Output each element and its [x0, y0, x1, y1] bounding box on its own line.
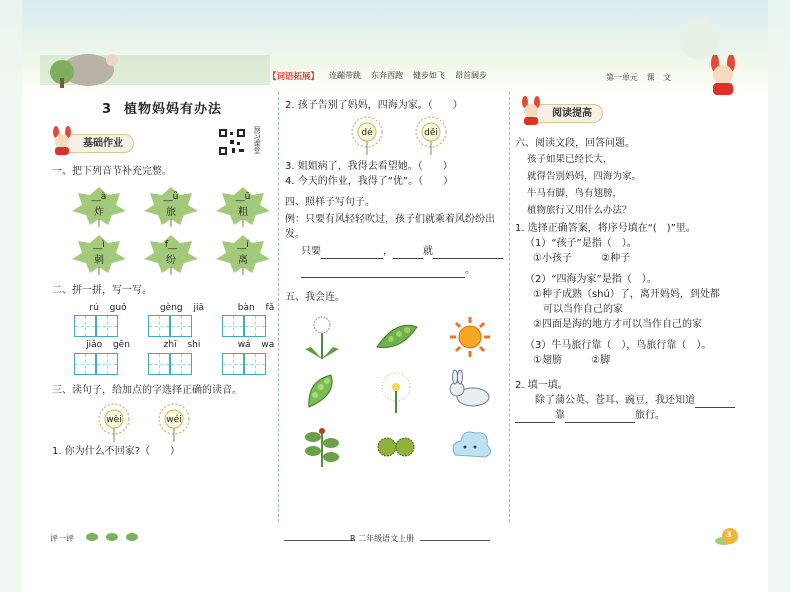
writing-grid	[74, 302, 275, 375]
dandelion-option	[94, 402, 134, 442]
grid-pinyin: jiǎo gēn	[86, 340, 130, 350]
grid-item	[148, 302, 216, 338]
section-tag-reading	[529, 104, 603, 123]
mascot-icon	[705, 55, 741, 95]
phrase: 昂首阔步	[455, 71, 488, 80]
q4-title: 四、照样子写句子。	[285, 197, 375, 208]
fill-text: 旅行。	[635, 410, 665, 422]
answer-blank[interactable]	[321, 248, 383, 259]
leaf-pinyin: __à	[91, 191, 107, 202]
q3-title: 三、读句子，给加点的字选择正确的读音。	[52, 384, 242, 396]
leaf-item	[68, 185, 130, 227]
column-divider	[509, 92, 510, 522]
page-number: 3	[726, 530, 732, 539]
option: ②四面是海的地方才可以当作自己的家	[533, 319, 702, 331]
reading-passage	[515, 151, 755, 219]
poem-line: 孩子如果已经长大，	[527, 154, 613, 165]
answer-blank[interactable]	[515, 412, 555, 423]
q1-title: 一、把下列音节补充完整。	[52, 165, 172, 177]
then-label: 就	[423, 246, 433, 257]
writing-box[interactable]	[244, 353, 266, 375]
fill-text: 靠	[555, 410, 565, 422]
rating-label: 评一评	[50, 534, 74, 543]
qr-code-icon[interactable]	[218, 128, 246, 156]
option: ①小孩子	[533, 253, 572, 265]
question-1c: （3）牛马旅行靠（ ），鸟旅行靠（ ）。	[525, 340, 712, 352]
dandelion-options	[94, 402, 272, 442]
leaf-item	[68, 233, 130, 275]
dandelion-seeds-icon[interactable]	[371, 369, 421, 413]
left-column	[52, 98, 275, 459]
writing-box[interactable]	[74, 353, 96, 375]
section-reading-label: 阅读提高	[552, 108, 592, 119]
sentence-2: 2. 孩子告别了妈妈，四海为家。（ ）	[285, 100, 463, 111]
leaf-item	[140, 185, 202, 227]
dandelion-plant-icon[interactable]	[297, 315, 347, 359]
leaf-item	[212, 185, 274, 227]
grid-pinyin: gèng jiā	[159, 302, 205, 313]
leaf-grid	[68, 185, 272, 275]
answer-blank[interactable]	[433, 248, 503, 259]
dandelion-option	[347, 115, 387, 155]
section-basic-label: 基础作业	[83, 137, 123, 149]
basic-header-row	[52, 126, 272, 158]
q2-title: 二、拼一拼，写一写。	[52, 284, 152, 296]
answer-blank[interactable]	[393, 248, 423, 259]
lesson-title	[52, 100, 272, 120]
grid-item	[222, 339, 290, 375]
options-1c	[515, 353, 755, 368]
poem-line: 牛马有脚，鸟有翅膀，	[527, 188, 623, 200]
writing-box[interactable]	[222, 353, 244, 375]
leaf-pinyin: __ǚ	[163, 191, 179, 202]
option: 可以当作自己的家	[533, 304, 623, 316]
leaf-hanzi: 旅	[166, 206, 176, 218]
qr-label: 预习课堂	[253, 125, 261, 154]
answer-blank[interactable]	[565, 412, 635, 423]
sentence-3: 3. 姐姐病了，我得去看望她。（ ）	[285, 161, 453, 172]
writing-box[interactable]	[74, 315, 96, 337]
grid-pinyin: zhī shi	[163, 340, 201, 350]
leaf-hanzi: 粗	[238, 206, 248, 218]
cloud-icon[interactable]	[445, 423, 495, 467]
mascot-icon	[49, 126, 75, 156]
writing-box[interactable]	[148, 315, 170, 337]
lesson-number: 3	[101, 102, 113, 117]
peas-icon[interactable]	[297, 369, 347, 413]
phrase: 东奔西跑	[371, 71, 404, 80]
writing-box[interactable]	[96, 353, 118, 375]
phrase: 连蹦带跳	[329, 71, 362, 80]
grid-pinyin: bàn fǎ	[237, 302, 275, 313]
dandelion-options	[347, 115, 505, 155]
leaf-pinyin: f__	[164, 239, 178, 250]
pinyin-option: wèi	[106, 414, 122, 425]
q4-answer-line: 只要 ， 就	[285, 244, 505, 259]
q4-example: 例：只要有风轻轻吹过，孩子们就乘着风纷纷出发。	[285, 214, 495, 240]
only-if-label: 只要	[301, 246, 321, 257]
sun-icon[interactable]	[445, 315, 495, 359]
option: ②脚	[591, 355, 611, 367]
poem-line: 植物旅行又用什么办法？	[527, 205, 632, 217]
section-tag-basic	[60, 134, 134, 153]
unit-label: 第一单元 课 文	[606, 73, 672, 82]
grid-item	[74, 339, 142, 375]
fill-text: 除了蒲公英、苍耳、豌豆，我还知道	[535, 395, 695, 407]
option: ①翅膀	[533, 355, 562, 367]
sentence-4: 4. 今天的作业，我得了“优”。（ ）	[285, 176, 454, 187]
book-label: R 二年级语文上册	[350, 534, 415, 543]
leaf-pinyin: __í	[237, 239, 249, 250]
pinyin-option: wéi	[166, 414, 182, 425]
writing-box[interactable]	[170, 353, 192, 375]
leaf-hanzi: 炸	[94, 206, 104, 218]
leaf-item	[212, 233, 274, 275]
poem-line: 就得告别妈妈，四海为家。	[527, 171, 642, 183]
q6-title: 六、阅读文段，回答问题。	[515, 138, 635, 149]
writing-box[interactable]	[148, 353, 170, 375]
grid-pinyin: wá wa	[237, 340, 275, 350]
leaf-item	[140, 233, 202, 275]
cocklebur-burs-icon[interactable]	[371, 423, 421, 467]
pinyin-option: děi	[424, 128, 438, 138]
dandelion-option	[411, 115, 451, 155]
rabbit-icon[interactable]	[445, 369, 495, 413]
phrase: 健步如飞	[413, 71, 446, 80]
question-1a: （1）“孩子”是指（ ）。	[525, 238, 637, 250]
middle-column: 2. 孩子告别了妈妈，四海为家。（ ） dé děi 3. 姐姐病了，我得去看望她。（ ） 4. 今天的作业，我得了“优”。（ ） 四、照样子写句子。 例：只要有风轻轻吹过，孩子们就乘着风纷纷出发。 只要 ， 就 。 五、我会连。	[285, 98, 505, 467]
writing-box[interactable]	[96, 315, 118, 337]
grid-item	[222, 302, 290, 338]
pinyin-option: dé	[361, 128, 373, 138]
right-column	[515, 98, 755, 423]
fill-line-1	[515, 393, 755, 408]
footer	[50, 530, 750, 547]
fill-line-2	[515, 408, 755, 423]
cocklebur-plant-icon[interactable]	[297, 423, 347, 467]
rating-leaves-icon[interactable]	[84, 531, 144, 543]
matching-pictures	[297, 315, 505, 467]
sentence-1: 1. 你为什么不回家?（ ）	[52, 445, 181, 457]
leaf-hanzi: 刺	[94, 254, 104, 266]
reading-header-row	[515, 98, 755, 130]
answer-blank[interactable]	[695, 397, 735, 408]
pea-pod-icon[interactable]	[371, 315, 421, 359]
part-2-title: 2. 填一填。	[515, 380, 568, 392]
left-edge	[0, 0, 22, 592]
leaf-pinyin: __ì	[93, 239, 105, 250]
option: ②种子	[601, 253, 631, 265]
leaf-hanzi: 纷	[166, 254, 176, 266]
writing-box[interactable]	[222, 315, 244, 337]
lesson-title-text: 植物妈妈有办法	[124, 102, 223, 117]
options-1a	[515, 251, 755, 266]
option: ①种子成熟（shú）了，离开妈妈，到处都	[533, 289, 720, 301]
right-edge	[768, 0, 790, 592]
writing-box[interactable]	[244, 315, 266, 337]
leaf-pinyin: __ū	[235, 191, 251, 202]
question-1b: （2）“四海为家”是指（ ）。	[525, 274, 657, 286]
grid-item	[148, 339, 216, 375]
word-expansion	[268, 70, 487, 82]
grid-item	[74, 302, 142, 338]
q5-title: 五、我会连。	[285, 292, 345, 303]
part-1-title: 1. 选择正确答案，将序号填在“( )”里。	[515, 223, 696, 235]
grid-pinyin: rú guǒ	[89, 302, 127, 313]
dandelion-option	[154, 402, 194, 442]
leaf-hanzi: 离	[238, 254, 248, 266]
writing-box[interactable]	[170, 315, 192, 337]
word-expansion-tag: 【词语拓展】	[268, 72, 320, 82]
answer-blank[interactable]	[301, 267, 465, 278]
page-number-badge	[714, 525, 740, 549]
mascot-icon	[518, 96, 544, 126]
